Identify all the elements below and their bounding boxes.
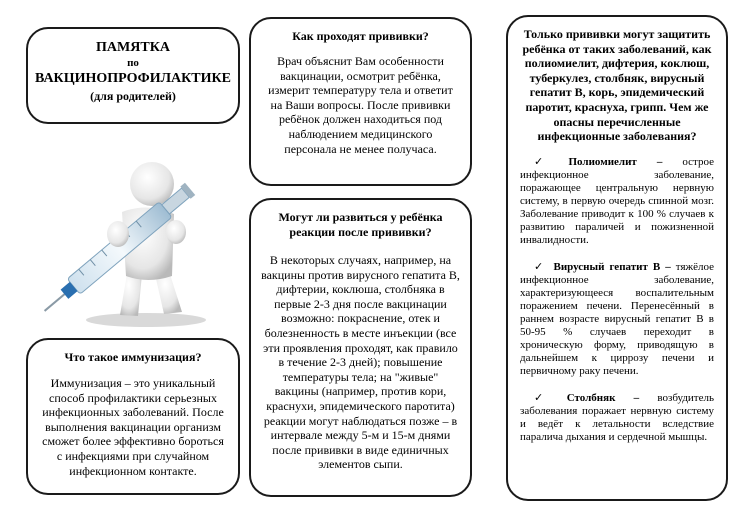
diseases-heading: Только прививки могут защитить ребёнка от таких заболеваний, как полиомиелит, дифтерия, коклюш, туберкулез, столбняк, вирусный гепатит В, корь, эпидемический паротит, краснуха, грипп. Чем же опасны перечисленные инфекционные заболевания? [522, 27, 712, 144]
how-heading: Как проходят прививки? [292, 29, 429, 43]
title-box [26, 27, 240, 124]
immunization-body: Иммунизация – это уникальный способ профилактики серьезных инфекционных заболеваний. После выполнения вакцинации организм сможет более эффективно бороться с инфекциями при случайном инфекционном контакте. [42, 376, 224, 478]
syringe-figure-illustration [36, 150, 241, 330]
disease-entry-tetanus [520, 392, 714, 444]
reactions-box [249, 198, 472, 497]
diseases-box [506, 15, 728, 501]
disease-entry-hepatitis-b [520, 261, 714, 378]
reactions-heading: Могут ли развиться у ребёнка реакции после прививки? [278, 210, 443, 239]
title-line-4: (для родителей) [90, 89, 176, 103]
immunization-heading: Что такое иммунизация? [64, 350, 202, 364]
disease-name: Полиомиелит – [568, 155, 663, 168]
checkmark-icon: ✓ [534, 155, 561, 168]
disease-entry-polio [520, 156, 714, 247]
disease-description: возбудитель заболевания поражает нервную систему и ведёт к летальности вследствие паралича дыхания и сердечной мышцы. [520, 391, 715, 443]
checkmark-icon: ✓ [534, 260, 546, 273]
how-body: Врач объяснит Вам особенности вакцинации, осмотрит ребёнка, измерит температуру тела и ответит на Ваши вопросы. После прививки ребёнок должен находиться под наблюдением медицинского персонала не менее получаса. [268, 54, 453, 156]
how-vaccinations-box [249, 17, 472, 186]
title-line-3: ВАКЦИНОПРОФИЛАКТИКЕ [34, 71, 232, 86]
title-line-1: ПАМЯТКА [96, 40, 170, 55]
checkmark-icon: ✓ [534, 391, 559, 404]
immunization-box [26, 338, 240, 495]
title-line-2: по [127, 57, 139, 69]
disease-name: Вирусный гепатит В – [553, 260, 671, 273]
disease-name: Столбняк – [566, 391, 640, 404]
reactions-body: В некоторых случаях, например, на вакцины против вирусного гепатита В, дифтерии, коклюша, столбняка в первые 2-3 дня после вакцинации возможно: покраснение, отек и болезненность в месте инъекции (все эти проявления проходят, как правило в течение 2-3 дней); повышение температуры тела; на "живые" вакцины (например, против кори, краснухи, эпидемического паротита) реакции могут наблюдаться позже – в интервале между 5-м и 15-м днями после прививки в виде единичных элементов сыпи. [261, 253, 460, 472]
disease-description: тяжёлое инфекционное заболевание, характеризующееся воспалительным поражением печени. Перенесённый в раннем возрасте вирусный гепатит В в 50-95 % случаев переходит в хроническую форму, приводящую в дальнейшем к циррозу печени и первичному раку печени. [520, 260, 714, 377]
disease-description: острое инфекционное заболевание, поражающее центральную нервную систему, в первую очередь спинной мозг. Заболевание приводит к 100 % случаев к развитию параличей и пожизненной инвалидности. [520, 155, 715, 246]
